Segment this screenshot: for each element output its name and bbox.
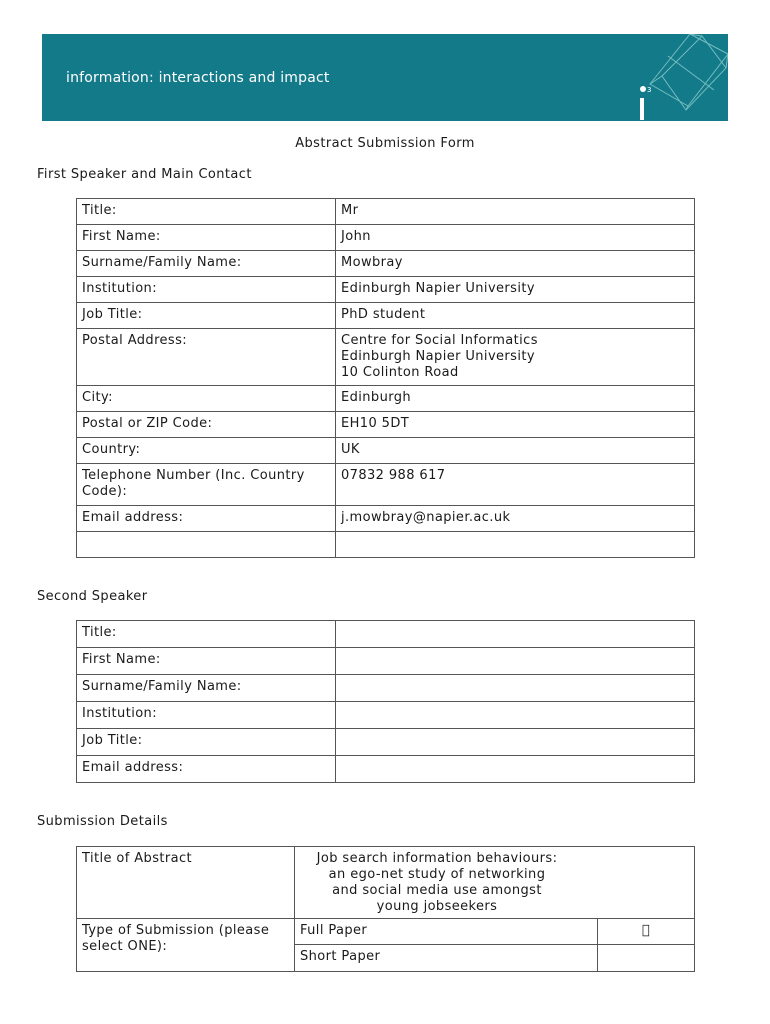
field-label: Country:	[77, 438, 336, 464]
abstract-title-value[interactable]	[295, 847, 695, 919]
first-speaker-heading: First Speaker and Main Contact	[37, 167, 252, 182]
table-row	[77, 464, 695, 506]
submission-details-heading: Submission Details	[37, 814, 168, 829]
field-value[interactable]: 07832 988 617	[336, 464, 695, 506]
table-row	[77, 648, 695, 675]
table-row	[77, 919, 695, 945]
field-value[interactable]	[336, 702, 695, 729]
field-label: Job Title:	[77, 303, 336, 329]
field-value[interactable]: John	[336, 225, 695, 251]
banner-tagline: information: interactions and impact	[66, 70, 330, 86]
field-label: Email address:	[77, 756, 336, 783]
logo-superscript: 3	[647, 86, 652, 94]
field-label: Postal Address:	[77, 329, 336, 386]
field-label: Institution:	[77, 277, 336, 303]
field-label: Email address:	[77, 506, 336, 532]
field-value[interactable]: Centre for Social Informatics Edinburgh Napier University 10 Colinton Road	[336, 329, 695, 386]
table-row	[77, 621, 695, 648]
option-full-paper: Full Paper	[295, 919, 598, 945]
field-value[interactable]	[336, 756, 695, 783]
form-title: Abstract Submission Form	[295, 136, 475, 151]
field-value[interactable]	[336, 621, 695, 648]
table-row	[77, 329, 695, 386]
table-row	[77, 199, 695, 225]
second-speaker-table	[76, 620, 695, 783]
field-value[interactable]	[336, 675, 695, 702]
table-row	[77, 251, 695, 277]
field-label: Telephone Number (Inc. Country Code):	[77, 464, 336, 506]
table-row	[77, 729, 695, 756]
field-value[interactable]	[336, 729, 695, 756]
field-label: Surname/Family Name:	[77, 675, 336, 702]
field-value[interactable]: Mr	[336, 199, 695, 225]
selected-check-icon	[642, 923, 650, 938]
field-value[interactable]: Mowbray	[336, 251, 695, 277]
second-speaker-heading: Second Speaker	[37, 589, 148, 604]
field-label	[77, 532, 336, 558]
field-value[interactable]	[336, 648, 695, 675]
field-value[interactable]	[336, 532, 695, 558]
field-label: Job Title:	[77, 729, 336, 756]
table-row	[77, 438, 695, 464]
option-short-paper: Short Paper	[295, 945, 598, 972]
field-label: First Name:	[77, 648, 336, 675]
table-row	[77, 702, 695, 729]
field-value[interactable]: EH10 5DT	[336, 412, 695, 438]
abstract-title-label: Title of Abstract	[77, 847, 295, 919]
table-row	[77, 532, 695, 558]
full-paper-select-box[interactable]	[598, 919, 695, 945]
table-row	[77, 386, 695, 412]
i3-cube-logo-icon	[622, 34, 728, 121]
first-speaker-table	[76, 198, 695, 558]
submission-type-label: Type of Submission (please select ONE):	[77, 919, 295, 972]
abstract-title-text: Job search information behaviours: an ego-net study of networking and social media use amongst young jobseekers	[316, 851, 558, 914]
field-label: Surname/Family Name:	[77, 251, 336, 277]
field-value[interactable]: PhD student	[336, 303, 695, 329]
submission-table	[76, 846, 695, 972]
field-label: Postal or ZIP Code:	[77, 412, 336, 438]
table-row	[77, 225, 695, 251]
conference-banner	[42, 34, 728, 121]
field-label: City:	[77, 386, 336, 412]
field-label: Institution:	[77, 702, 336, 729]
table-row	[77, 412, 695, 438]
short-paper-select-box[interactable]	[598, 945, 695, 972]
field-value[interactable]: Edinburgh Napier University	[336, 277, 695, 303]
field-value[interactable]: j.mowbray@napier.ac.uk	[336, 506, 695, 532]
table-row	[77, 277, 695, 303]
field-value[interactable]: UK	[336, 438, 695, 464]
field-value[interactable]: Edinburgh	[336, 386, 695, 412]
table-row	[77, 303, 695, 329]
table-row	[77, 675, 695, 702]
table-row	[77, 756, 695, 783]
field-label: First Name:	[77, 225, 336, 251]
table-row	[77, 847, 695, 919]
table-row	[77, 506, 695, 532]
field-label: Title:	[77, 199, 336, 225]
field-label: Title:	[77, 621, 336, 648]
